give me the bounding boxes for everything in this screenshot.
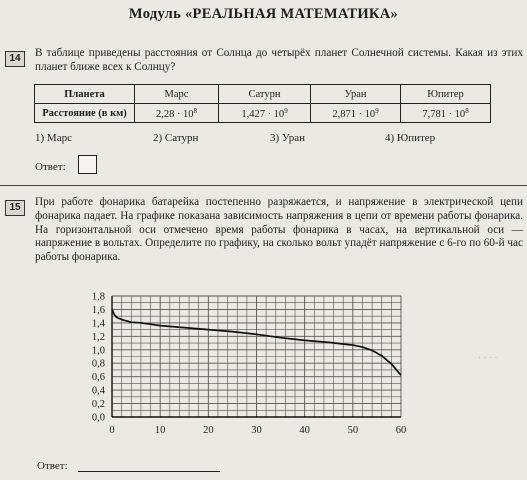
table-planet-uranus: Уран (311, 85, 401, 104)
table-distance-uranus: $2,871 \cdot 10^9$ (311, 104, 401, 123)
question-15-number: 15 (5, 200, 25, 216)
y-tick-label: 1,0 (91, 345, 105, 357)
question-14-text: В таблице приведены расстояния от Солнца до четырёх планет Солнечной системы. Какая из этих планет ближе всех к Солнцу? (35, 47, 523, 73)
option-4: 4) Юпитер (385, 132, 436, 144)
y-tick-label: 0,2 (91, 399, 105, 411)
x-tick-label: 0 (109, 425, 115, 436)
x-tick-label: 30 (251, 425, 262, 436)
table-row-label: Расстояние (в км) (35, 104, 135, 123)
question-14-number: 14 (5, 51, 25, 67)
y-tick-label: 0,6 (91, 372, 105, 384)
workbook-page: Модуль «РЕАЛЬНАЯ МАТЕМАТИКА» 14 В таблице приведены расстояния от Солнца до четырёх планет Солнечной системы. Какая из этих планет ближе всех к Солнцу? Планета Марс Сатурн Уран Юпитер Расстояние (в км) $2,28 \cdot 10^8$ $1,427 \cdot 10^9$ $2,871 \cdot 10^9$ $7,781 \cdot 10^8$ 1) Марс 2) Сатурн 3) Уран 4) Юпитер Ответ: 15 При работе фонарика батарейка постепенно разряжается, и напряжение в электрической цепи фонарика падает. На графике показана зависимость напряжения в цепи от времени работы фонарика. На горизонтальной оси отмечено время работы фонарика в часах, на вертикальной оси — напряжение в вольтах. Определите по графику, на сколько вольт упадёт напряжение с 6-го по 60-й час работы фонарика. 0,0 0,2 0,4 0,6 0,8 1,0 1,2 1,4 1,6 1,8 0 10 20 30 40 50 60 · · · · Ответ: (0, 0, 527, 480)
y-tick-label: 1,2 (91, 331, 105, 343)
x-tick-label: 20 (203, 425, 214, 436)
y-tick-label: 0,8 (91, 358, 105, 370)
table-distance-saturn: $1,427 \cdot 10^9$ (219, 104, 311, 123)
option-1: 1) Марс (35, 132, 72, 144)
table-distance-mars: $2,28 \cdot 10^8$ (135, 104, 219, 123)
table-planet-saturn: Сатурн (219, 85, 311, 104)
option-3: 3) Уран (270, 132, 306, 144)
table-planet-jupiter: Юпитер (401, 85, 491, 104)
y-tick-label: 0,4 (91, 385, 105, 397)
option-2: 2) Сатурн (153, 132, 199, 144)
question-15-text: При работе фонарика батарейка постепенно разряжается, и напряжение в электрической цепи фонарика падает. На графике показана зависимость напряжения в цепи от времени работы фонарика. На горизонтальной оси отмечено время работы фонарика в часах, на вертикальной оси — напряжение в вольтах. Определите по графику, на сколько вольт упадёт напряжение с 6-го по 60-й час работы фонарика. (35, 196, 523, 264)
table-planet-mars: Марс (135, 85, 219, 104)
table-distance-jupiter: $7,781 \cdot 10^8$ (401, 104, 491, 123)
y-tick-label: 0,0 (91, 412, 105, 424)
x-tick-label: 10 (154, 425, 166, 436)
y-tick-label: 1,6 (91, 304, 105, 316)
question-15-answer-label: Ответ: (37, 460, 68, 472)
question-15-answer-line[interactable] (78, 471, 220, 472)
x-tick-label: 40 (299, 425, 310, 436)
table-header-label: Планета (35, 85, 135, 104)
module-title: Модуль «РЕАЛЬНАЯ МАТЕМАТИКА» (128, 6, 399, 22)
question-14-answer-label: Ответ: (35, 161, 66, 173)
y-tick-label: 1,8 (91, 291, 105, 303)
x-tick-label: 60 (395, 425, 407, 436)
y-tick-label: 1,4 (91, 318, 105, 330)
x-tick-label: 50 (347, 425, 359, 436)
